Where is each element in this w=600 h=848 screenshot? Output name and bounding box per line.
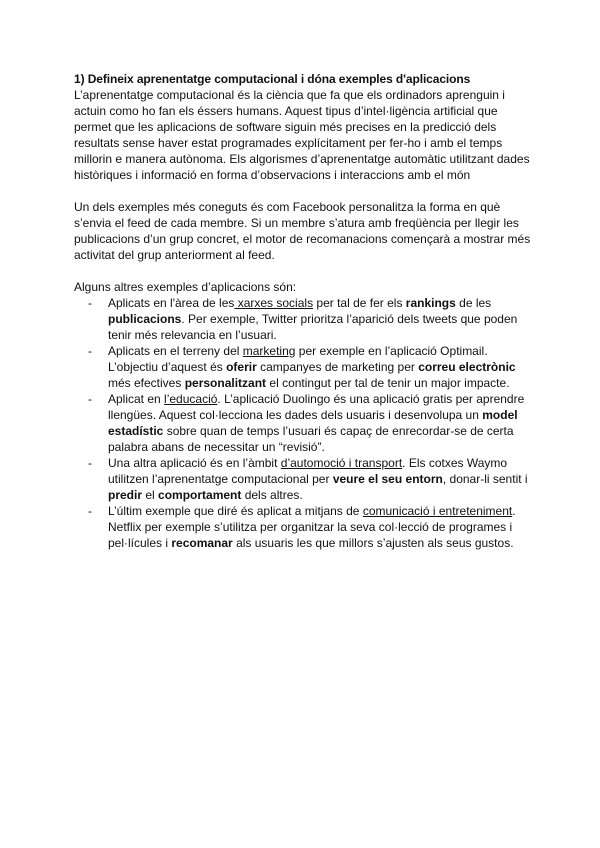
definition-paragraph: L’aprenentatge computacional és la ciència que fa que els ordinadors aprenguin i actuin como ho fan els éssers humans. Aquest tipus d’intel·ligència artificial que permet que les aplicacions de software siguin més precises en la predicció dels resultats sense haver estat programades explícitament per fer-ho i amb el temps millorin e manera autònoma. Els algorismes d’aprenentatge automàtic utilitzant dades històriques i informació en forma d’observacions i interaccions amb el món	[74, 88, 530, 182]
bold-term: oferir	[226, 360, 257, 374]
bullet-dash: -	[88, 296, 92, 310]
bullet-dash: -	[88, 504, 92, 518]
bold-term: veure el seu entorn	[332, 472, 443, 486]
text: . Els cotxes Waymo utilitzen l’aprenentatge computacional per	[108, 456, 508, 486]
bold-term: recomanar	[171, 536, 233, 550]
underlined-term: d’automoció i transport	[280, 456, 403, 470]
example-education	[74, 391, 534, 455]
underlined-term: xarxes socials	[234, 296, 314, 310]
text: Aplicats en l'àrea de les	[108, 296, 235, 310]
text: Aplicat en	[108, 392, 165, 406]
text: per exemple en l’aplicació Optimail. L’objectiu d’aquest és	[108, 344, 488, 374]
underlined-term: comunicació i entreteniment	[362, 504, 513, 518]
bold-term: publicacions	[108, 312, 182, 326]
text: als usuaris les que millors s’ajusten als seus gustos.	[232, 536, 514, 550]
example-entertainment	[74, 503, 534, 551]
paragraph-gap	[74, 263, 534, 279]
bold-term: correu electrònic	[418, 360, 516, 374]
example-automotive	[74, 455, 534, 503]
bold-term: personalitzant	[184, 376, 267, 390]
text: . Netflix per exemple s’utilitza per organitzar la seva col·lecció de programes i pel·lícules i	[108, 504, 516, 550]
bold-term: predir	[108, 488, 143, 502]
text: per tal de fer els	[313, 296, 406, 310]
text: el	[142, 488, 159, 502]
bullet-dash: -	[88, 456, 92, 470]
bold-term: model estadístic	[108, 408, 518, 438]
examples-intro: Alguns altres exemples d’aplicacions són:	[74, 280, 297, 294]
text: Una altra aplicació és en l’àmbit	[108, 456, 281, 470]
text: de les	[455, 296, 492, 310]
document-body	[74, 71, 534, 551]
examples-list	[74, 295, 534, 551]
underlined-term: l’educació	[164, 392, 218, 406]
bullet-dash: -	[88, 344, 92, 358]
question-title: 1) Defineix aprenentatge computacional i dóna exemples d'aplicacions	[74, 72, 471, 86]
text: . L’aplicació Duolingo és una aplicació gratis per aprendre llengües. Aquest col·lecciona les dades dels usuaris i desenvolupa un	[108, 392, 525, 422]
text: sobre quan de temps l’usuari és capaç de enrecordar-se de certa palabra abans de necessitar un “revisió”.	[108, 424, 514, 454]
example-marketing	[74, 343, 534, 391]
bullet-dash: -	[88, 392, 92, 406]
text: campanyes de marketing per	[256, 360, 419, 374]
underlined-term: marketing	[242, 344, 296, 358]
text: el contingut per tal de tenir un major impacte.	[266, 376, 510, 390]
example-social-networks	[74, 295, 534, 343]
facebook-paragraph: Un dels exemples més coneguts és com Facebook personalitza la forma en què s’envia el feed de cada membre. Si un membre s’atura amb freqüència per llegir les publicacions d’un grup concret, el motor de recomanacions començarà a mostrar més activitat del grup anteriorment al feed.	[74, 200, 531, 262]
text: L’últim exemple que diré és aplicat a mitjans de	[108, 504, 363, 518]
text: dels altres.	[241, 488, 303, 502]
text: . Per exemple, Twitter prioritza l’aparició dels tweets que poden tenir més relevancia en l’usuari.	[108, 312, 518, 342]
bold-term: comportament	[158, 488, 242, 502]
paragraph-gap	[74, 183, 534, 199]
text: més efectives	[108, 376, 185, 390]
text: , donar-li sentit i	[442, 472, 528, 486]
bold-term: rankings	[405, 296, 456, 310]
text: Aplicats en el terreny del	[108, 344, 243, 358]
